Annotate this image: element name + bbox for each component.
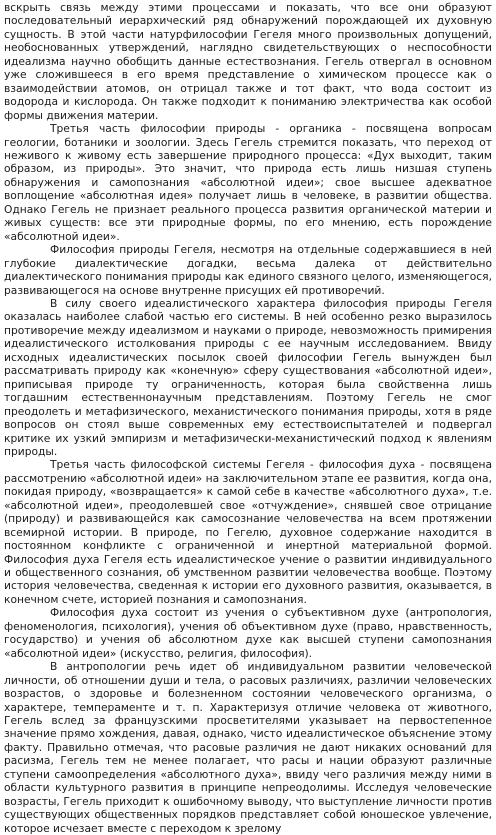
- paragraph-5: Третья часть философской системы Гегеля - философия духа - посвящена рассмотрению «абсолютной идеи» на заключительном этапе ее развития, когда она, покидая природу, «возвращается» к самой себе в качестве «абсолютного духа», т.е. «абсолютной идеи», преодолевшей свое «отчуждение», снявшей свое отрицание (природу) и развивающейся как самосознание человечества на всем протяжении всемирной истории. В природе, по Гегелю, духовное содержание находится в постоянном конфликте с ограниченной и инертной материальной формой. Философия духа Гегеля есть идеалистическое учение о развитии индивидуального и общественного сознания, об умственном развитии человечества вообще. Поэтому история человечества, сведенная к истории его духовного развития, оказывается, в конечном счете, историей познания и самопознания.: [4, 458, 492, 606]
- paragraph-1: вскрыть связь между этими процессами и показать, что все они образуют последовательный иерархический ряд обнаружений порождающей их духовную сущность. В этой части натурфилософии Гегеля много произвольных допущений, необоснованных утверждений, наглядно свидетельствующих о неспособности идеализма научно обобщить данные естествознания. Гегель отвергал в основном уже сложившееся в его время представление о химическом процессе как о взаимодействии атомов, он отрицал также и тот факт, что вода состоит из водорода и кислорода. Он также подходит к пониманию электричества как особой формы движения материи.: [4, 1, 492, 122]
- paragraph-3: Философия природы Гегеля, несмотря на отдельные содержавшиеся в ней глубокие диалектические догадки, весьма далека от действительно диалектического понимания природы как единого связного целого, изменяющегося, развивающегося на основе внутренне присущих ей противоречий.: [4, 243, 492, 297]
- paragraph-2: Третья часть философии природы - органика - посвящена вопросам геологии, ботаники и зоологии. Здесь Гегель стремится показать, что переход от неживого к живому есть завершение природного процесса: «Дух выходит, таким образом, из природы». Это значит, что природа есть лишь низшая ступень обнаружения и самопознания «абсолютной идеи»; свое высшее адекватное воплощение «абсолютная идея» получает лишь в человеке, в развитии общества. Однако Гегель не признает реального процесса развития органической материи и живых существ: все эти природные формы, по его мнению, есть порождение «абсолютной идеи».: [4, 122, 492, 243]
- paragraph-7: В антропологии речь идет об индивидуальном развитии человеческой личности, об отношении души и тела, о расовых различиях, различии человеческих возрастов, о здоровье и болезненном состоянии человеческого организма, о характере, темпераменте и т. п. Характеризуя отличие человека от животного, Гегель вслед за французскими просветителями указывает на первостепенное значение прямо хождения, давая, однако, чисто идеалистическое объяснение этому факту. Правильно отмечая, что расовые различия не дают никаких оснований для расизма, Гегель тем не менее полагает, что расы и нации образуют различные ступени самоопределения «абсолютного духа», ввиду чего различия между ними в области культурного развития в принципе непреодолимы. Исследуя человеческие возрасты, Гегель приходит к ошибочному выводу, что выступление личности против существующих общественных порядков представляет собой юношеское увлечение, которое исчезает вместе с переходом к зрелому: [4, 660, 492, 835]
- paragraph-4: В силу своего идеалистического характера философия природы Гегеля оказалась наиболее слабой частью его системы. В ней особенно резко выразилось противоречие между идеализмом и науками о природе, невозможность примирения идеалистического истолкования природы с ее научным исследованием. Ввиду исходных идеалистических посылок своей философии Гегель вынужден был рассматривать природу как «конечную» сферу существования «абсолютной идеи», приписывая природе ту ограниченность, которая была свойственна лишь тогдашним естественнонаучным представлениям. Поэтому Гегель не смог преодолеть и метафизического, механистического понимания природы, хотя в ряде вопросов он стоял выше современных ему естествоиспытателей и подвергал критике их узкий эмпиризм и метафизически-механистический подход к явлениям природы.: [4, 296, 492, 458]
- paragraph-6: Философия духа состоит из учения о субъективном духе (антропология, феноменология, психология), учения об объективном духе (право, нравственность, государство) и учения об абсолютном духе как высшей ступени самопознания «абсолютной идеи» (искусство, религия, философия).: [4, 606, 492, 660]
